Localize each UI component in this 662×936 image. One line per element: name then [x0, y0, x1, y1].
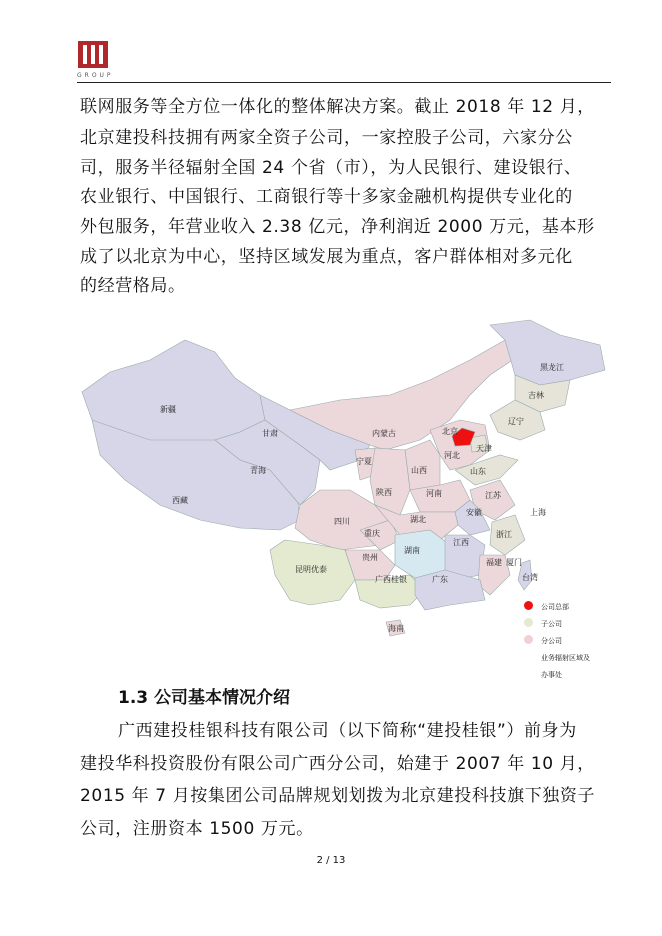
map-label: 四川 — [334, 517, 350, 526]
map-label: 贵州 — [362, 553, 378, 562]
legend-label: 子公司 — [541, 620, 562, 628]
section-line: 建投华科投资股份有限公司广西分公司，始建于 2007 年 10 月， — [80, 754, 595, 774]
map-label: 山西 — [411, 466, 427, 475]
intro-line: 北京建投科技拥有两家全资子公司，一家控股子公司，六家分公 — [80, 128, 573, 148]
map-label: 台湾 — [522, 573, 538, 582]
region-shaanxi — [370, 448, 410, 515]
map-label: 河南 — [426, 489, 442, 498]
map-label: 吉林 — [528, 391, 544, 400]
map-label: 湖南 — [404, 546, 420, 555]
map-label: 厦门 — [506, 558, 522, 567]
map-label: 广西桂银 — [375, 575, 407, 584]
legend-branch-swatch — [524, 635, 533, 644]
intro-line: 司，服务半径辐射全国 24 个省（市），为人民银行、建设银行、 — [80, 158, 582, 178]
map-label: 陕西 — [376, 488, 392, 497]
map-label: 安徽 — [466, 508, 482, 517]
map-label: 海南 — [388, 624, 404, 633]
page-number: 2 / 13 — [316, 855, 346, 866]
map-label: 江苏 — [485, 491, 501, 500]
map-label: 新疆 — [160, 405, 176, 414]
map-label: 山东 — [470, 467, 486, 476]
map-label: 辽宁 — [508, 417, 524, 426]
legend-hq-swatch — [524, 601, 533, 610]
map-label: 重庆 — [364, 529, 380, 538]
legend-label: 公司总部 — [541, 603, 569, 611]
map-label: 青海 — [250, 466, 266, 475]
section-heading: 1.3 公司基本情况介绍 — [118, 688, 291, 708]
map-label: 甘肃 — [262, 429, 278, 438]
map-label: 湖北 — [410, 515, 426, 524]
legend-label: 分公司 — [541, 637, 562, 645]
legend-sub-swatch — [524, 618, 533, 627]
map-label: 浙江 — [496, 530, 512, 539]
map-label: 黑龙江 — [540, 363, 564, 372]
section-line: 2015 年 7 月按集团公司品牌规划划拨为北京建投科技旗下独资子 — [80, 786, 596, 806]
map-label: 上海 — [530, 508, 546, 517]
logo-text: GROUP — [77, 72, 114, 79]
map-label: 北京 — [442, 427, 458, 436]
map-label: 广东 — [432, 575, 448, 584]
map-label: 天津 — [476, 444, 492, 453]
intro-line: 农业银行、中国银行、工商银行等十多家金融机构提供专业化的 — [80, 187, 573, 207]
region-shanxi — [405, 440, 440, 490]
map-label: 江西 — [453, 538, 469, 547]
map-label: 河北 — [444, 451, 460, 460]
legend-label: 办事处 — [541, 671, 562, 679]
map-label: 宁夏 — [356, 457, 372, 466]
legend-label: 业务辐射区域及 — [541, 654, 590, 662]
section-line: 广西建投桂银科技有限公司（以下简称“建投桂银”）前身为 — [118, 721, 577, 741]
map-label: 福建 — [486, 558, 502, 567]
map-label: 昆明优泰 — [295, 565, 327, 574]
intro-line: 的经营格局。 — [80, 276, 186, 296]
map-label: 内蒙古 — [372, 429, 396, 438]
intro-line: 外包服务，年营业收入 2.38 亿元，净利润近 2000 万元，基本形 — [80, 217, 595, 237]
intro-line: 成了以北京为中心，坚持区域发展为重点，客户群体相对多元化 — [80, 247, 573, 267]
map-label: 西藏 — [172, 496, 188, 505]
intro-line: 联网服务等全方位一体化的整体解决方案。截止 2018 年 12 月， — [80, 97, 595, 117]
section-line: 公司，注册资本 1500 万元。 — [80, 819, 314, 839]
